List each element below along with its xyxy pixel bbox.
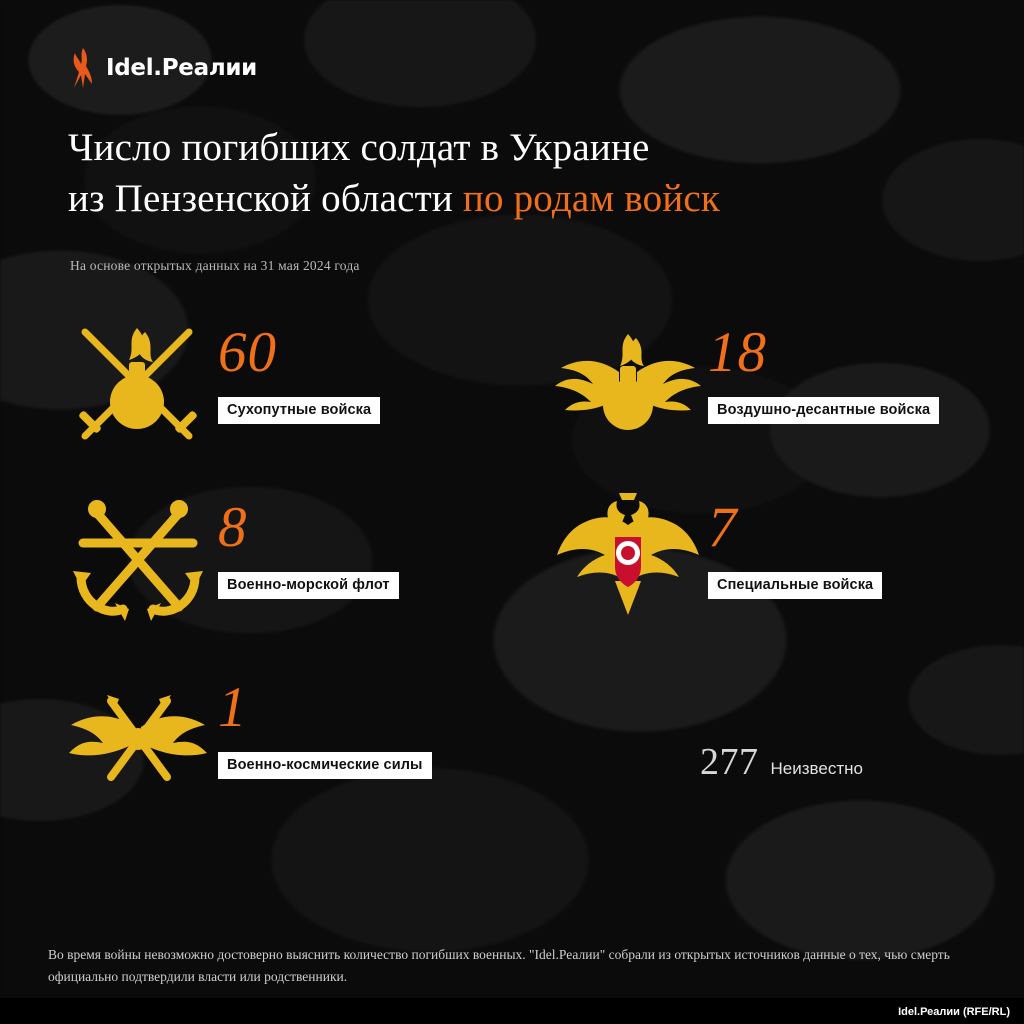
stat-cell-ground-forces (58, 310, 380, 460)
stat-value: 7 (708, 496, 738, 559)
subtitle: На основе открытых данных на 31 мая 2024 года (70, 258, 360, 273)
credit-bar (0, 998, 1024, 1024)
brand-logo (70, 48, 257, 88)
stat-content (708, 485, 882, 599)
stat-cell-airborne-forces (548, 310, 939, 460)
brand-name: Idel.Реалии (106, 55, 257, 81)
stat-value: 18 (708, 321, 767, 384)
stat-label: Специальные войска (708, 572, 882, 599)
stat-content (708, 310, 939, 424)
headline-line2-accent: по родам войск (462, 177, 721, 221)
stat-cell-special-forces (548, 485, 882, 635)
stat-value: 60 (218, 321, 277, 384)
footnote: Во время войны невозможно достоверно выяснить количество погибших военных. "Idel.Реалии" собрали из открытых источников данные о тех, чью смерть официально подтвердили власти или родственники. (48, 947, 950, 984)
winged-grenade-emblem (548, 310, 708, 460)
stat-cell-navy (58, 485, 399, 635)
stat-label: Воздушно-десантные войска (708, 397, 939, 424)
crossed-swords-grenade-emblem (58, 310, 218, 460)
stat-cell-aerospace-forces (58, 665, 432, 815)
stat-label: Сухопутные войска (218, 397, 380, 424)
stat-value: 8 (218, 496, 248, 559)
stat-value: 277 (700, 741, 759, 783)
stat-content (218, 665, 432, 779)
crossed-anchors-emblem (58, 485, 218, 635)
headline-line2-plain: из Пензенской области (68, 177, 463, 221)
stat-content (218, 485, 399, 599)
stat-label: Неизвестно (770, 759, 863, 778)
headline-line1: Число погибших солдат в Украине (68, 126, 650, 169)
double-headed-eagle-emblem (548, 485, 708, 635)
page-title (68, 122, 968, 225)
stat-cell-unknown (700, 740, 863, 784)
winged-propeller-emblem (58, 665, 218, 815)
stat-label: Военно-космические силы (218, 752, 432, 779)
stat-value: 1 (218, 676, 248, 739)
flame-icon (70, 48, 96, 88)
stat-content (218, 310, 380, 424)
stat-label: Военно-морской флот (218, 572, 399, 599)
credit-text: Idel.Реалии (RFE/RL) (898, 1006, 1010, 1018)
